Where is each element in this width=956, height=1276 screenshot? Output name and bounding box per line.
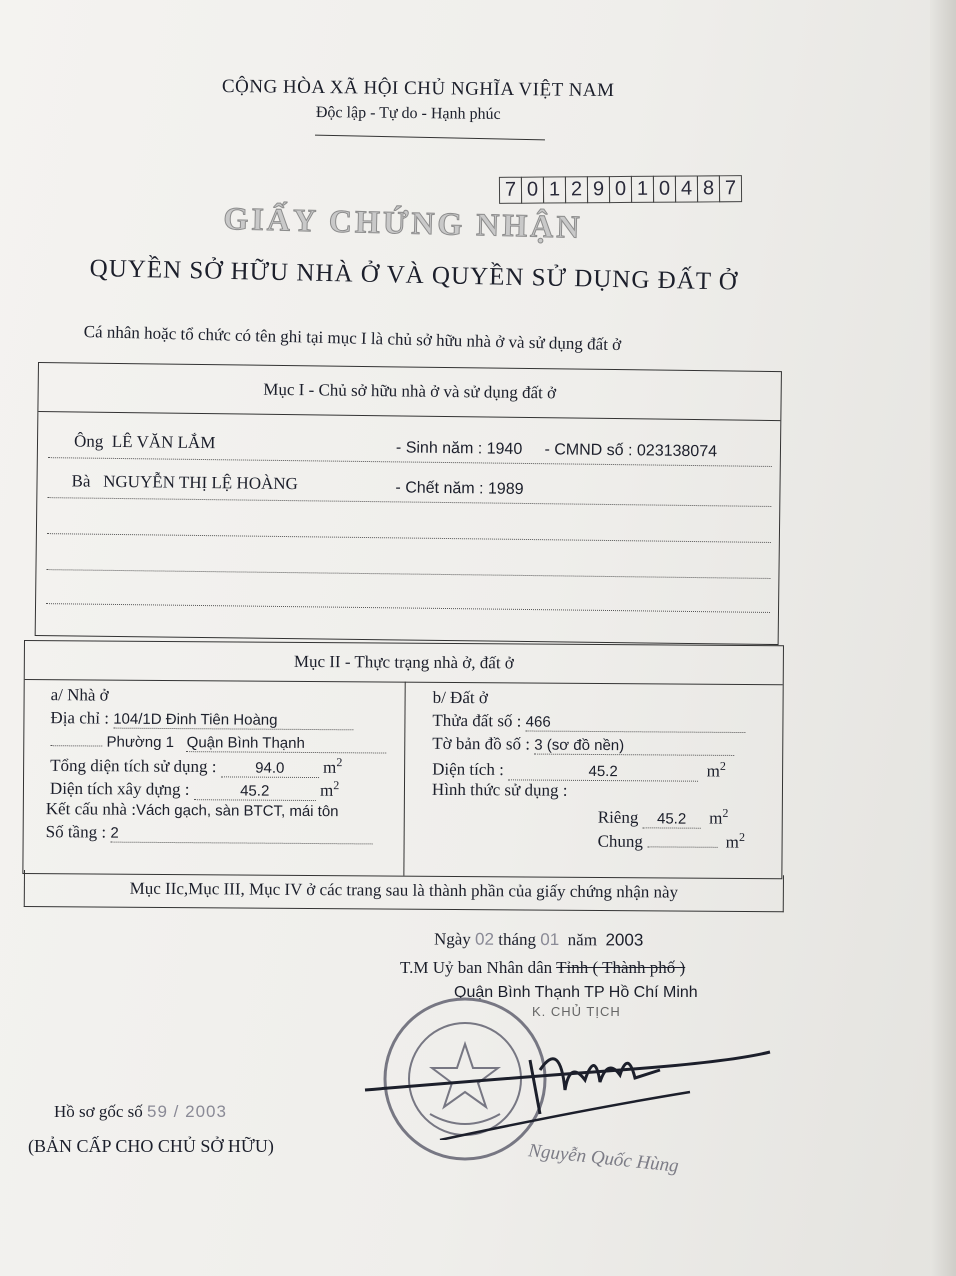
dotted-line — [47, 533, 771, 543]
serial-digit: 0 — [609, 176, 632, 203]
committee-prefix: T.M Uỷ ban Nhân dân — [400, 958, 553, 977]
owner2-details — [395, 479, 523, 499]
dotted-line — [47, 497, 771, 507]
house-floors-value: 2 — [110, 825, 372, 845]
owner1-row — [74, 431, 216, 453]
national-motto: Độc lập - Tự do - Hạnh phúc — [315, 104, 501, 123]
house-total-area-label: Tổng diện tích sử dụng : — [50, 755, 217, 777]
date-prefix: Ngày — [433, 929, 471, 949]
house-heading: a/ Nhà ở — [50, 685, 109, 705]
leading-dots — [50, 745, 102, 746]
date-month-label: tháng — [498, 929, 537, 949]
issue-date — [434, 929, 643, 950]
national-title: CỘNG HÒA XÃ HỘI CHỦ NGHĨA VIỆT NAM — [221, 76, 615, 102]
house-total-area-row — [50, 753, 342, 778]
serial-digit: 7 — [499, 177, 522, 204]
house-build-area-label: Diện tích xây dựng : — [49, 778, 190, 799]
unit-label: m — [725, 832, 740, 852]
house-address-value: 104/1D Đinh Tiên Hoàng — [113, 711, 353, 731]
house-district-value: Quận Bình Thạnh — [187, 734, 387, 753]
land-plot-row — [432, 711, 745, 733]
owner2-row — [71, 471, 298, 494]
owner2-death-year: 1989 — [487, 480, 524, 498]
serial-digit: 1 — [543, 176, 566, 203]
owner1-id-number: 023138074 — [636, 442, 718, 461]
committee-line — [400, 958, 685, 978]
continuation-note: Mục IIc,Mục III, Mục IV ở các trang sau là thành phần của giấy chứng nhận này — [24, 870, 784, 912]
house-build-area-value: 45.2 — [194, 782, 316, 801]
house-floors-label: Số tầng : — [45, 822, 107, 842]
owner2-death-label: - Chết năm : — [395, 479, 484, 498]
section-owners-header: Mục I - Chủ sở hữu nhà ở và sử dụng đất ở — [38, 363, 781, 421]
document-subtitle: QUYỀN SỞ HỮU NHÀ Ở VÀ QUYỀN SỬ DỤNG ĐẤT Ở — [89, 255, 739, 296]
owner2-name: NGUYỄN THỊ LỆ HOÀNG — [103, 471, 298, 494]
issuing-district: Quận Bình Thạnh TP Hồ Chí Minh — [454, 984, 698, 1001]
dotted-line — [46, 569, 770, 579]
column-divider — [403, 682, 405, 876]
house-floors-row — [46, 822, 373, 844]
committee-struck: Tỉnh ( Thành phố ) — [556, 958, 686, 977]
copy-note: (BẢN CẤP CHO CHỦ SỞ HỮU) — [28, 1136, 274, 1156]
signer-title: K. CHỦ TỊCH — [532, 1004, 621, 1019]
owner2-prefix: Bà — [71, 471, 91, 491]
unit-exponent: 2 — [333, 778, 340, 793]
file-number-value: 59 / 2003 — [147, 1102, 227, 1121]
land-map-value: 3 (sơ đồ nền) — [534, 737, 734, 756]
owner1-prefix: Ông — [73, 431, 104, 451]
section-property-status — [22, 640, 784, 879]
house-build-area-row — [50, 776, 339, 801]
house-structure-value: Vách gạch, sàn BTCT, mái tôn — [135, 801, 339, 821]
owner1-name: LÊ VĂN LẮM — [111, 431, 216, 453]
house-ward-value: Phường 1 — [106, 733, 175, 752]
signature-icon — [360, 1030, 780, 1140]
owner1-birth-year: 1940 — [486, 440, 523, 458]
house-structure-row — [46, 799, 339, 821]
serial-digit: 4 — [675, 175, 698, 202]
unit-label: m — [706, 761, 720, 781]
serial-digit: 9 — [587, 176, 610, 203]
land-private-label: Riêng — [597, 807, 639, 827]
unit-exponent: 2 — [722, 805, 729, 820]
land-private-value: 45.2 — [643, 810, 701, 828]
land-shared-row — [598, 829, 745, 853]
land-map-label: Tờ bản đồ số : — [432, 733, 531, 754]
land-map-row — [432, 734, 734, 756]
date-year-label: năm — [567, 930, 598, 950]
land-area-row — [432, 757, 726, 782]
serial-digit: 8 — [697, 175, 720, 202]
signer-name: Nguyễn Quốc Hùng — [527, 1140, 680, 1177]
intro-statement: Cá nhân hoặc tổ chức có tên ghi tại mục I là chủ sở hữu nhà ở và sử dụng đất ở — [83, 322, 622, 355]
land-heading: b/ Đất ở — [432, 687, 488, 708]
land-plot-label: Thửa đất số : — [432, 710, 522, 731]
land-private-row — [598, 805, 729, 829]
house-ward-row — [50, 731, 387, 753]
owner1-birth-label: - Sinh năm : — [395, 439, 483, 458]
serial-digit: 2 — [565, 176, 588, 203]
land-shared-value — [647, 846, 717, 847]
unit-exponent: 2 — [719, 758, 726, 773]
land-area-value: 45.2 — [508, 762, 698, 781]
dotted-line — [46, 603, 770, 613]
serial-digit: 7 — [719, 175, 742, 202]
land-area-label: Diện tích : — [432, 759, 504, 780]
unit-label: m — [323, 757, 337, 777]
file-number — [54, 1102, 227, 1122]
house-address-label: Địa chỉ : — [50, 708, 110, 728]
land-shared-label: Chung — [597, 831, 644, 851]
serial-digit: 0 — [653, 176, 676, 203]
serial-number-box — [500, 175, 742, 204]
land-plot-value: 466 — [526, 714, 746, 734]
paper-edge — [930, 0, 956, 1276]
house-total-area-value: 94.0 — [221, 759, 319, 778]
house-address-row — [50, 708, 353, 730]
unit-label: m — [709, 808, 723, 828]
unit-exponent: 2 — [336, 755, 343, 770]
date-day: 02 — [475, 929, 495, 949]
serial-digit: 1 — [631, 176, 654, 203]
house-structure-label: Kết cấu nhà : — [45, 799, 137, 819]
file-number-label: Hồ sơ gốc số — [54, 1102, 143, 1121]
land-usage-label: Hình thức sử dụng : — [431, 779, 568, 800]
unit-exponent: 2 — [738, 829, 746, 845]
date-year: 2003 — [605, 930, 644, 950]
section-property-header: Mục II - Thực trạng nhà ở, đất ở — [25, 641, 783, 685]
document-title: GIẤY CHỨNG NHẬN — [223, 200, 583, 245]
unit-label: m — [319, 780, 334, 800]
date-month: 01 — [540, 930, 560, 950]
serial-digit: 0 — [521, 177, 544, 204]
owner1-id-label: - CMND số : — [544, 441, 633, 460]
owner1-details — [396, 439, 717, 461]
section-owners — [35, 362, 782, 645]
